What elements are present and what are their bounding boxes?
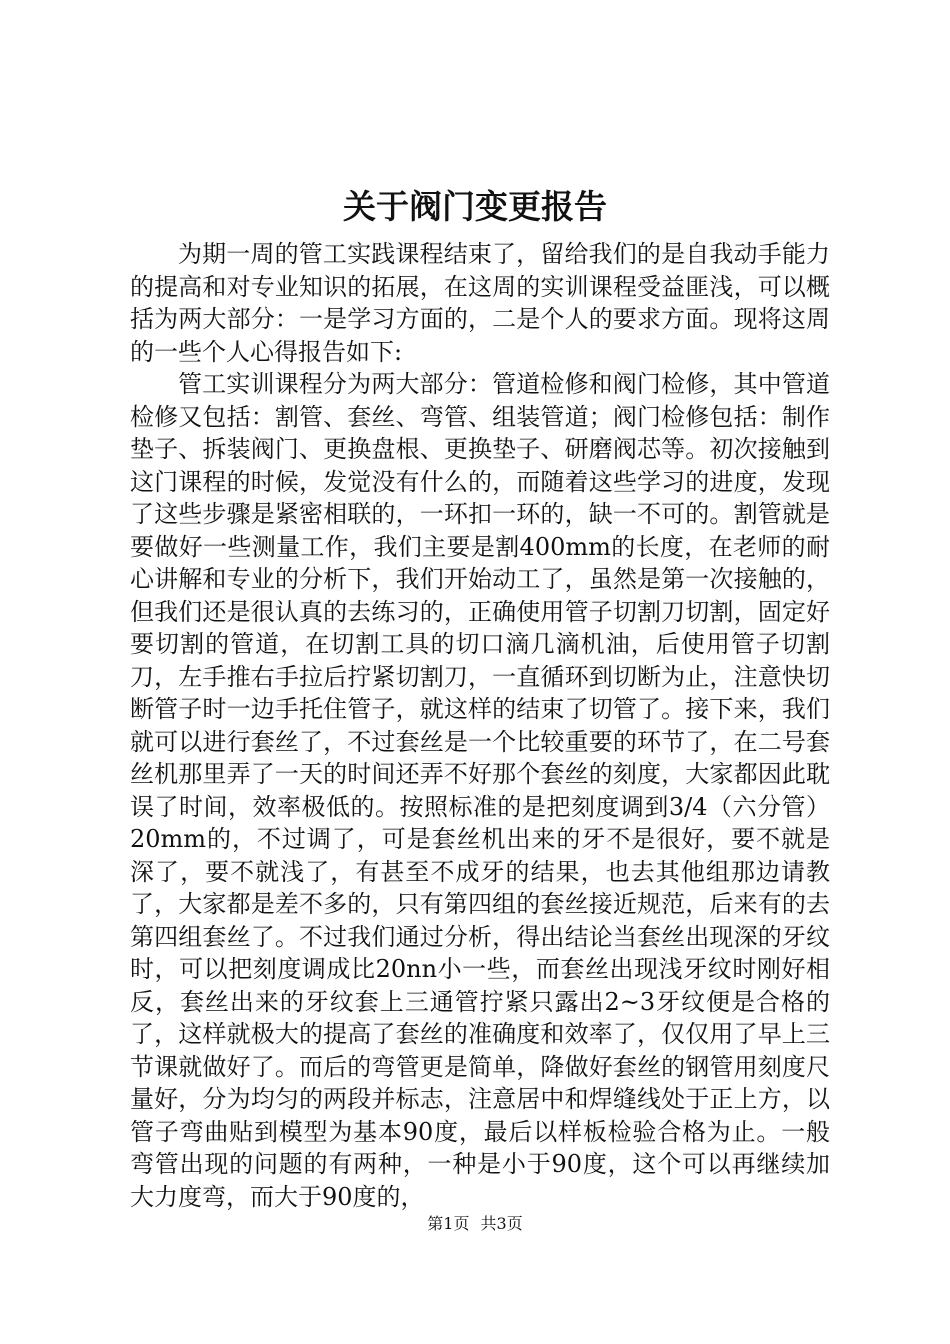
document-title: 关于阀门变更报告: [343, 187, 607, 226]
paragraph-course-details: 管工实训课程分为两大部分：管道检修和阀门检修，其中管道检修又包括：割管、套丝、弯管、组装管道；阀门检修包括：制作垫子、拆装阀门、更换盘根、更换垫子、研磨阀芯等。初次接触到这门课程的时候，发觉没有什么的，而随着这些学习的进度，发现了这些步骤是紧密相联的，一环扣一环的，缺一不可的。割管就是要做好一些测量工作，我们主要是割400mm的长度，在老师的耐心讲解和专业的分析下，我们开始动工了，虽然是第一次接触的，但我们还是很认真的去练习的，正确使用管子切割刀切割，固定好要切割的管道，在切割工具的切口滴几滴机油，后使用管子切割刀，左手推右手拉后拧紧切割刀，一直循环到切断为止，注意快切断管子时一边手托住管子，就这样的结束了切管了。接下来，我们就可以进行套丝了，不过套丝是一个比较重要的环节了，在二号套丝机那里弄了一天的时间还弄不好那个套丝的刻度，大家都因此耽误了时间，效率极低的。按照标准的是把刻度调到3/4（六分管）20mm的，不过调了，可是套丝机出来的牙不是很好，要不就是深了，要不就浅了，有甚至不成牙的结果，也去其他组那边请教了，大家都是差不多的，只有第四组的套丝接近规范，后来有的去第四组套丝了。不过我们通过分析，得出结论当套丝出现深的牙纹时，可以把刻度调成比20nn小一些，而套丝出现浅牙纹时刚好相反，套丝出来的牙纹套上三通管拧紧只露出2~3牙纹便是合格的了，这样就极大的提高了套丝的准确度和效率了，仅仅用了早上三节课就做好了。而后的弯管更是简单，降做好套丝的钢管用刻度尺量好，分为均匀的两段并标志，注意居中和焊缝线处于正上方，以管子弯曲贴到模型为基本90度，最后以样板检验合格为止。一般弯管出现的问题的有两种，一种是小于90度，这个可以再继续加大力度弯，而大于90度的，: [130, 370, 830, 1211]
document-body: [130, 238, 830, 1213]
paragraph-intro: 为期一周的管工实践课程结束了，留给我们的是自我动手能力的提高和对专业知识的拓展，在这周的实训课程受益匪浅，可以概括为两大部分：一是学习方面的，二是个人的要求方面。现将这周的一些个人心得报告如下:: [130, 240, 830, 366]
page-total: 共3页: [480, 1214, 523, 1233]
page-footer: [0, 1212, 950, 1236]
page-number: 第1页: [427, 1214, 470, 1233]
